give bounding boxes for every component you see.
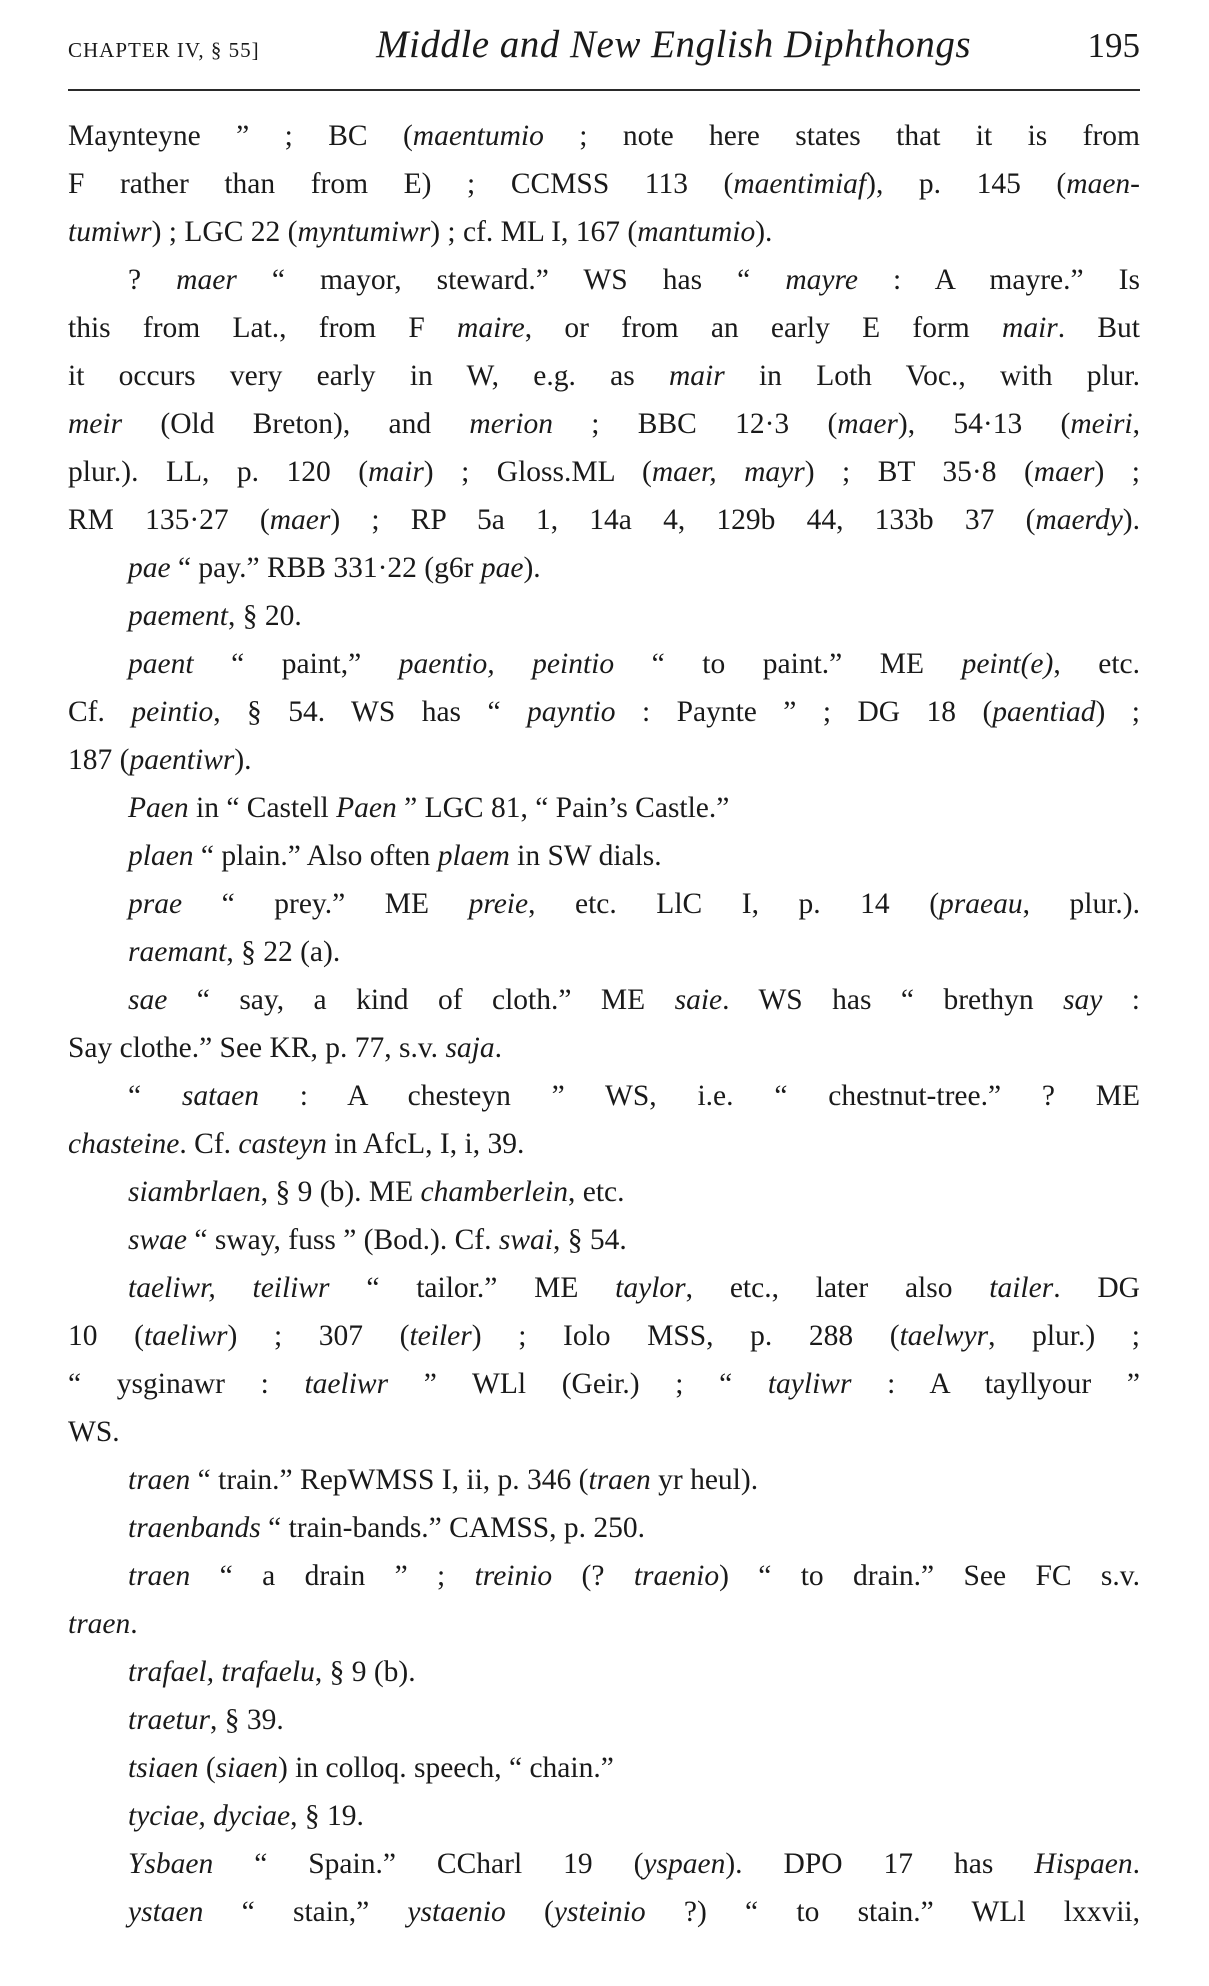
text-line: tsiaen (siaen) in colloq. speech, “ chain.” [128,1752,614,1784]
running-title: Middle and New English Diphthongs [376,23,972,66]
chapter-reference: CHAPTER IV, § 55] [68,38,260,62]
text-line: sae “ say, a kind of cloth.” ME saie. WS has “ brethyn say : [128,984,1141,1016]
text-line: plur.). LL, p. 120 (mair) ; Gloss.ML (maer, mayr) ; BT 35·8 (maer) ; [68,456,1140,488]
text-body [68,112,1140,1936]
text-line: traen “ train.” RepWMSS I, ii, p. 346 (traen yr heul). [128,1464,759,1496]
text-line: traen. [68,1608,138,1640]
text-line: plaen “ plain.” Also often plaem in SW dials. [128,840,662,872]
text-line: chasteine. Cf. casteyn in AfcL, I, i, 39. [68,1128,525,1160]
text-line: siambrlaen, § 9 (b). ME chamberlein, etc. [128,1176,625,1208]
text-line: paent “ paint,” paentio, peintio “ to paint.” ME peint(e), etc. [128,648,1140,680]
text-line: ystaen “ stain,” ystaenio (ysteinio ?) “ to stain.” WLl lxxvii, [128,1896,1141,1928]
text-line: tyciae, dyciae, § 19. [128,1800,364,1832]
header-rule [68,89,1140,91]
text-line: Paen in “ Castell Paen ” LGC 81, “ Pain’s Castle.” [128,792,730,824]
text-line: paement, § 20. [128,600,302,632]
text-line: raemant, § 22 (a). [128,936,341,968]
text-line: RM 135·27 (maer) ; RP 5a 1, 14a 4, 129b 44, 133b 37 (maerdy). [68,504,1140,536]
text-line: swae “ sway, fuss ” (Bod.). Cf. swai, § 54. [128,1224,627,1256]
text-line: this from Lat., from F maire, or from an early E form mair. But [68,312,1140,344]
text-line: meir (Old Breton), and merion ; BBC 12·3 (maer), 54·13 (meiri, [68,408,1141,440]
text-line: Ysbaen “ Spain.” CCharl 19 (yspaen). DPO 17 has Hispaen. [128,1848,1140,1880]
text-line: Cf. peintio, § 54. WS has “ payntio : Paynte ” ; DG 18 (paentiad) ; [68,696,1140,728]
text-line: traetur, § 39. [128,1704,284,1736]
text-line: traen “ a drain ” ; treinio (? traenio) “ to drain.” See FC s.v. [128,1560,1141,1592]
page-number: 195 [1087,26,1140,65]
text-line: F rather than from E) ; CCMSS 113 (maentimiaf), p. 145 (maen- [68,168,1140,200]
text-line: 187 (paentiwr). [68,744,252,776]
text-line: pae “ pay.” RBB 331·22 (g6r pae). [128,552,541,584]
text-line: ? maer “ mayor, steward.” WS has “ mayre : A mayre.” Is [128,264,1140,296]
text-line: “ sataen : A chesteyn ” WS, i.e. “ chestnut-tree.” ? ME [128,1080,1141,1112]
text-line: prae “ prey.” ME preie, etc. LlC I, p. 14 (praeau, plur.). [128,888,1140,920]
text-line: it occurs very early in W, e.g. as mair in Loth Voc., with plur. [68,360,1140,392]
text-line: 10 (taeliwr) ; 307 (teiler) ; Iolo MSS, p. 288 (taelwyr, plur.) ; [68,1320,1141,1352]
text-line: Say clothe.” See KR, p. 77, s.v. saja. [68,1032,502,1064]
text-line: traenbands “ train-bands.” CAMSS, p. 250. [128,1512,646,1544]
text-line: “ ysginawr : taeliwr ” WLl (Geir.) ; “ tayliwr : A tayllyour ” [68,1368,1141,1400]
text-line: WS. [68,1416,120,1448]
text-line: tumiwr) ; LGC 22 (myntumiwr) ; cf. ML I, 167 (mantumio). [68,216,773,248]
text-line: trafael, trafaelu, § 9 (b). [128,1656,416,1688]
running-header [68,22,1140,80]
text-line: taeliwr, teiliwr “ tailor.” ME taylor, etc., later also tailer. DG [128,1272,1140,1304]
text-line: Maynteyne ” ; BC (maentumio ; note here states that it is from [68,120,1140,152]
